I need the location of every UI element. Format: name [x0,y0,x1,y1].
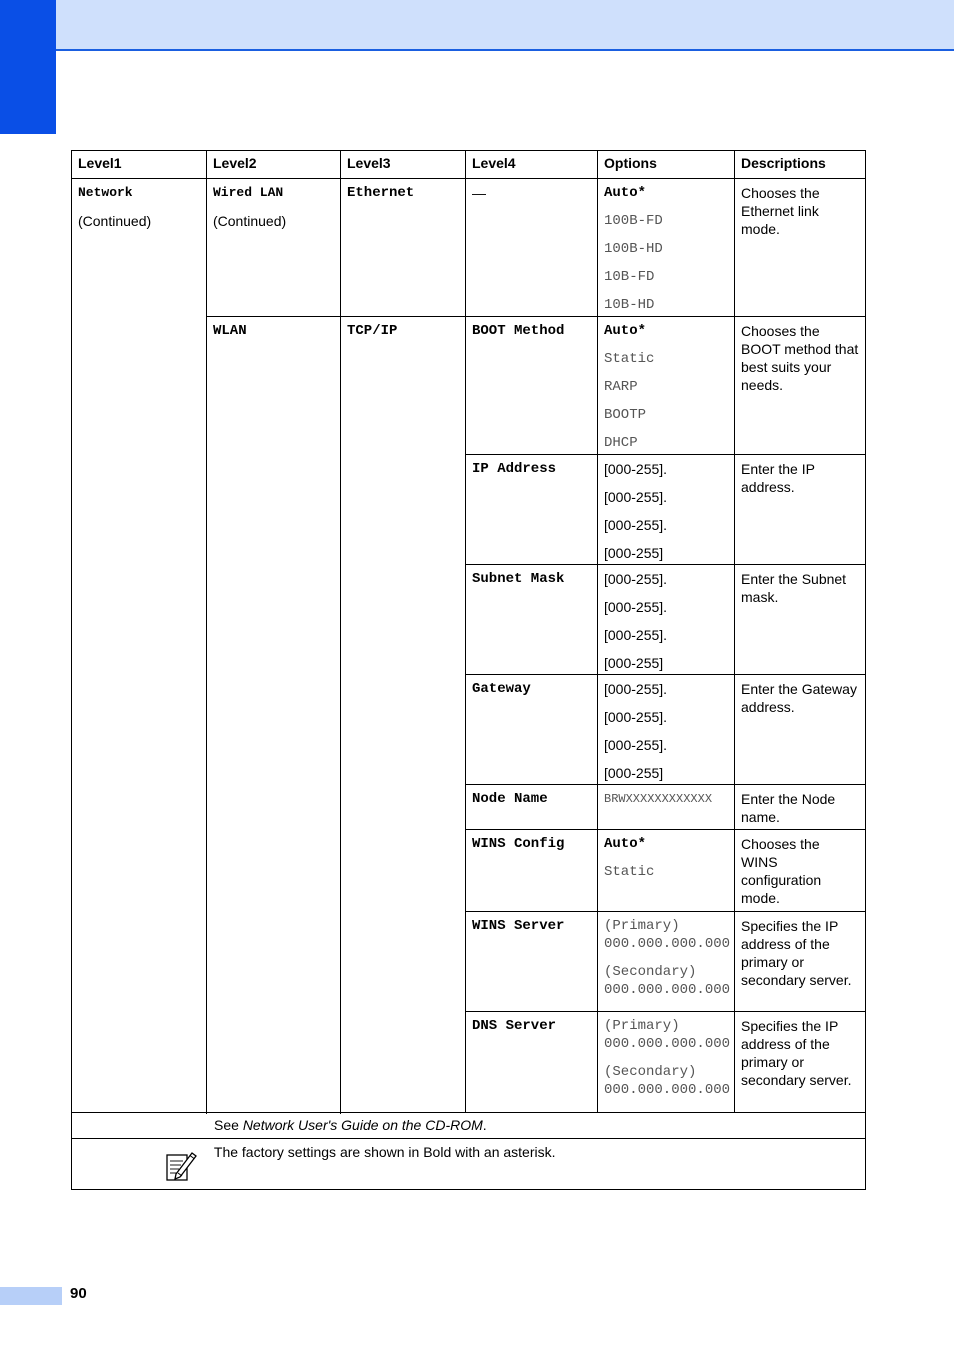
option-item: [000-255]. [604,461,668,477]
option-item: [000-255]. [604,571,668,587]
secondary-label: (Secondary) [604,1064,697,1080]
description-boot-method: Chooses the BOOT method that best suits your needs. [735,317,866,455]
see-prefix: See [214,1117,243,1133]
level1-name: Network [78,185,133,200]
options-dns-server [598,1012,735,1113]
option-item: Auto* [604,836,647,852]
level2-wired-cell [207,179,341,317]
primary-value: 000.000.000.000 [604,1036,731,1052]
options-ethernet [598,179,735,317]
level4-node-name: Node Name [466,785,598,830]
option-item: [000-255] [604,545,664,561]
page-number: 90 [70,1285,87,1302]
header-level3: Level3 [341,151,466,179]
option-item: DHCP [604,435,638,451]
note-row [72,1139,866,1190]
primary-label: (Primary) [604,1018,680,1034]
level4-dns-server: DNS Server [466,1012,598,1113]
options-subnet-mask [598,565,735,675]
description-ip-address: Enter the IP address. [735,455,866,565]
option-item: BOOTP [604,407,647,423]
level2-wlan: WLAN [207,317,341,1113]
option-item: [000-255]. [604,517,668,533]
description-wins-config: Chooses the WINS configuration mode. [735,830,866,912]
option-item: 10B-FD [604,269,655,285]
see-guide-title: Network User's Guide on the CD-ROM [242,1117,483,1133]
see-guide-row [72,1113,866,1139]
header-band [0,0,954,51]
description-subnet-mask: Enter the Subnet mask. [735,565,866,675]
option-item: Static [604,864,655,880]
note-text: The factory settings are shown in Bold with an asterisk. [213,1144,556,1160]
option-item: [000-255]. [604,681,668,697]
level4-wins-server: WINS Server [466,912,598,1012]
header-descriptions: Descriptions [735,151,866,179]
note-cell [72,1139,866,1190]
primary-value: 000.000.000.000 [604,936,731,952]
option-item: [000-255]. [604,627,668,643]
level4-ip-address: IP Address [466,455,598,565]
description-wins-server: Specifies the IP address of the primary or secondary server. [735,912,866,1012]
options-wins-server [598,912,735,1012]
option-item: [000-255]. [604,709,668,725]
header-level2: Level2 [207,151,341,179]
chapter-tab [0,0,56,134]
option-item: [000-255]. [604,737,668,753]
level3-ethernet: Ethernet [341,179,466,317]
header-options: Options [598,151,735,179]
option-item: Auto* [604,323,647,339]
settings-table [71,150,866,1190]
option-item: Auto* [604,185,647,201]
secondary-value: 000.000.000.000 [604,1082,731,1098]
level4-ethernet: — [466,179,598,317]
options-wins-config [598,830,735,912]
options-ip-address [598,455,735,565]
description-node-name: Enter the Node name. [735,785,866,830]
description-gateway: Enter the Gateway address. [735,675,866,785]
level1-cell [72,179,207,1113]
options-boot-method [598,317,735,455]
table-row [72,179,866,317]
option-item: [000-255]. [604,599,668,615]
secondary-label: (Secondary) [604,964,697,980]
see-guide-cell [72,1113,866,1139]
header-level1: Level1 [72,151,207,179]
option-item: 100B-FD [604,213,663,229]
primary-label: (Primary) [604,918,680,934]
option-item: 100B-HD [604,241,663,257]
note-pencil-icon [164,1149,198,1183]
level2-wired-continued: (Continued) [213,213,287,229]
secondary-value: 000.000.000.000 [604,982,731,998]
options-node-name: BRWXXXXXXXXXXXX [598,785,735,830]
header-row [72,151,866,179]
option-item: [000-255] [604,765,664,781]
level3-tcpip: TCP/IP [341,317,466,1113]
option-item: [000-255]. [604,489,668,505]
description-ethernet: Chooses the Ethernet link mode. [735,179,866,317]
level4-wins-config: WINS Config [466,830,598,912]
option-item: [000-255] [604,655,664,671]
see-guide-text [78,1116,859,1134]
options-gateway [598,675,735,785]
level4-boot-method: BOOT Method [466,317,598,455]
option-item: Static [604,351,655,367]
level4-subnet-mask: Subnet Mask [466,565,598,675]
level4-gateway: Gateway [466,675,598,785]
option-item: 10B-HD [604,297,655,313]
header-level4: Level4 [466,151,598,179]
option-item: RARP [604,379,638,395]
page-footer-band [0,1287,62,1305]
see-suffix: . [482,1117,487,1133]
level2-wired-name: Wired LAN [213,185,284,200]
description-dns-server: Specifies the IP address of the primary or secondary server. [735,1012,866,1113]
level1-continued: (Continued) [78,213,152,229]
